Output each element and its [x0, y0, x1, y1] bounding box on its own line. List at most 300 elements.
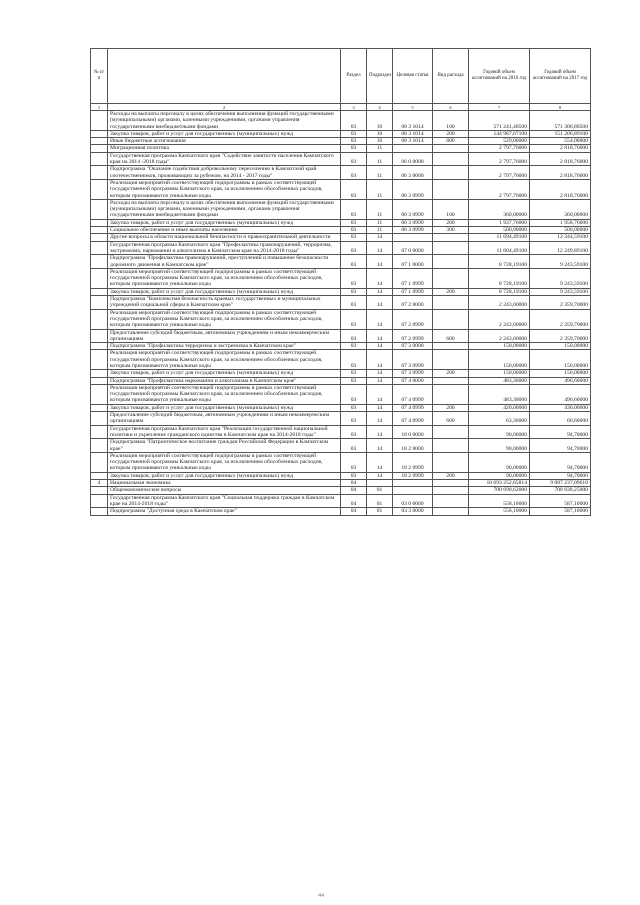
row-expense-type — [433, 255, 469, 269]
row-amount-2016: 529,00000 — [469, 138, 530, 145]
row-podrazdel: 11 — [367, 199, 393, 219]
row-name: Подпрограмма "Профилактика правонарушений, преступлений и повышение безопасности дорожного движения в Камчатском крае" — [108, 255, 341, 269]
table-row — [91, 425, 591, 439]
row-razdel: 03 — [341, 412, 367, 426]
row-name: Реализация мероприятий соответствующей подпрограммы в рамках соответствующей государственной программы Камчатского края, за исключением обособленных расходов, которым присваиваются уникальные коды — [108, 350, 341, 370]
table-row — [91, 234, 591, 241]
budget-table — [90, 48, 591, 516]
row-expense-type — [433, 234, 469, 241]
row-number: 4 — [91, 480, 108, 487]
row-amount-2016: 571 241,48500 — [469, 111, 530, 131]
row-amount-2017: 94,70000 — [530, 425, 591, 439]
page-footer-mark: 44 — [318, 893, 324, 899]
row-name: Закупка товаров, работ и услуг для государственных (муниципальных) нужд — [108, 219, 341, 226]
row-target-article: 07 4 0000 — [393, 377, 433, 384]
row-razdel: 03 — [341, 377, 367, 384]
row-podrazdel: 11 — [367, 179, 393, 199]
row-razdel: 03 — [341, 219, 367, 226]
row-amount-2016: 90,00000 — [469, 425, 530, 439]
row-expense-type — [433, 480, 469, 487]
col-cs-header: Целевая статья — [393, 49, 433, 104]
table-row — [91, 377, 591, 384]
row-podrazdel: 14 — [367, 472, 393, 479]
row-number — [91, 494, 108, 508]
row-amount-2017: 150,00000 — [530, 350, 591, 370]
row-podrazdel: 01 — [367, 494, 393, 508]
table-row — [91, 452, 591, 472]
col-razdel-header: Раздел — [341, 49, 367, 104]
row-podrazdel: 14 — [367, 412, 393, 426]
row-amount-2017: 2 818,76000 — [530, 166, 591, 180]
row-name: Государственная программа Камчатского края "Социальная поддержка граждан в Камчатском крае на 2014-2018 годы" — [108, 494, 341, 508]
row-razdel: 03 — [341, 439, 367, 453]
row-target-article: 08 3 1014 — [393, 138, 433, 145]
table-header — [91, 49, 591, 111]
row-name: Закупка товаров, работ и услуг для государственных (муниципальных) нужд — [108, 404, 341, 411]
row-number — [91, 487, 108, 494]
row-expense-type: 800 — [433, 138, 469, 145]
row-target-article: 18 2 0999 — [393, 472, 433, 479]
row-amount-2017: 94,70000 — [530, 439, 591, 453]
row-podrazdel: 01 — [367, 487, 393, 494]
row-expense-type — [433, 384, 469, 404]
table-row — [91, 179, 591, 199]
row-number — [91, 329, 108, 343]
row-name: Реализация мероприятий соответствующей подпрограммы в рамках соответствующей государственной программы Камчатского края, за исключением обособленных расходов, которым присваиваются уникальные коды — [108, 452, 341, 472]
row-amount-2017: 500,00000 — [530, 227, 591, 234]
row-number — [91, 199, 108, 219]
row-name: Закупка товаров, работ и услуг для государственных (муниципальных) нужд — [108, 288, 341, 295]
row-podrazdel: 11 — [367, 227, 393, 234]
row-name: Расходы на выплаты персоналу в целях обеспечения выполнения функций государственными (муниципальными) органами, казенными учреждениями, органами управления государственными внебюджетными фондами — [108, 111, 341, 131]
row-amount-2016: 700 690,62000 — [469, 487, 530, 494]
row-expense-type — [433, 487, 469, 494]
row-amount-2017: 587,10000 — [530, 494, 591, 508]
row-target-article: 07 3 0999 — [393, 350, 433, 370]
table-row — [91, 508, 591, 515]
row-target-article: 06 3 0000 — [393, 166, 433, 180]
row-amount-2016: 150,00000 — [469, 350, 530, 370]
row-amount-2016: 558,10000 — [469, 494, 530, 508]
row-expense-type: 600 — [433, 412, 469, 426]
row-target-article — [393, 234, 433, 241]
row-amount-2017: 2 359,70000 — [530, 296, 591, 310]
row-amount-2016: 90,00000 — [469, 452, 530, 472]
col-2016-header: Годовой объем ассигнований на 2016 год — [469, 49, 530, 104]
row-amount-2017: 9 243,59100 — [530, 255, 591, 269]
row-expense-type: 100 — [433, 111, 469, 131]
table-row — [91, 296, 591, 310]
row-podrazdel: 14 — [367, 329, 393, 343]
row-amount-2017: 2 359,70000 — [530, 329, 591, 343]
row-target-article: 18 2 0999 — [393, 452, 433, 472]
row-expense-type — [433, 425, 469, 439]
row-expense-type: 200 — [433, 219, 469, 226]
row-amount-2017: 496,60000 — [530, 377, 591, 384]
row-expense-type — [433, 241, 469, 255]
column-index-row — [91, 104, 591, 111]
table-row — [91, 219, 591, 226]
row-target-article: 07 2 0999 — [393, 309, 433, 329]
table-row — [91, 404, 591, 411]
table-row — [91, 227, 591, 234]
row-number — [91, 227, 108, 234]
row-name: Закупка товаров, работ и услуг для государственных (муниципальных) нужд — [108, 472, 341, 479]
row-name: Реализация мероприятий соответствующей подпрограммы в рамках соответствующей государственной программы Камчатского края, за исключением обособленных расходов, которым присваиваются уникальные коды — [108, 179, 341, 199]
row-expense-type: 200 — [433, 130, 469, 137]
row-target-article: 18 0 0000 — [393, 425, 433, 439]
row-target-article — [393, 487, 433, 494]
row-name: Подпрограмма "Профилактика наркомании и алкоголизма в Камчатском крае" — [108, 377, 341, 384]
row-podrazdel: 14 — [367, 234, 393, 241]
table-row — [91, 288, 591, 295]
row-number — [91, 439, 108, 453]
row-target-article: 07 3 0000 — [393, 343, 433, 350]
table-row — [91, 145, 591, 152]
row-amount-2016: 90,00000 — [469, 439, 530, 453]
row-number — [91, 343, 108, 350]
table-row — [91, 487, 591, 494]
row-amount-2016: 483,30000 — [469, 377, 530, 384]
row-target-article: 03 0 0000 — [393, 494, 433, 508]
row-number — [91, 145, 108, 152]
row-amount-2016: 150,00000 — [469, 343, 530, 350]
column-index-cell: 8 — [530, 104, 591, 111]
row-amount-2016: 150,00000 — [469, 370, 530, 377]
row-podrazdel: 10 — [367, 111, 393, 131]
row-number — [91, 138, 108, 145]
row-razdel: 03 — [341, 152, 367, 166]
row-target-article: 06 0 0000 — [393, 152, 433, 166]
row-amount-2017: 708 838,25000 — [530, 487, 591, 494]
row-amount-2017: 430,00000 — [530, 404, 591, 411]
row-target-article: 06 3 0999 — [393, 199, 433, 219]
row-podrazdel: 11 — [367, 166, 393, 180]
table-row — [91, 412, 591, 426]
row-expense-type — [433, 166, 469, 180]
row-amount-2016: 10 693 252,65814 — [469, 480, 530, 487]
row-number — [91, 384, 108, 404]
row-razdel: 03 — [341, 384, 367, 404]
row-podrazdel: 01 — [367, 508, 393, 515]
row-number — [91, 152, 108, 166]
row-amount-2016: 2 243,00000 — [469, 329, 530, 343]
row-target-article: 06 3 0999 — [393, 179, 433, 199]
row-amount-2016: 558,10000 — [469, 508, 530, 515]
row-podrazdel: 14 — [367, 255, 393, 269]
row-amount-2017: 12 344,59100 — [530, 234, 591, 241]
row-expense-type: 200 — [433, 472, 469, 479]
row-number — [91, 452, 108, 472]
row-podrazdel: 14 — [367, 296, 393, 310]
row-amount-2017: 2 818,76000 — [530, 152, 591, 166]
table-row — [91, 268, 591, 288]
row-name: Реализация мероприятий соответствующей подпрограммы в рамках соответствующей государственной программы Камчатского края, за исключением обособленных расходов, которым присваиваются уникальные коды — [108, 309, 341, 329]
row-podrazdel: 14 — [367, 309, 393, 329]
row-number — [91, 377, 108, 384]
row-podrazdel: 14 — [367, 384, 393, 404]
table-row — [91, 329, 591, 343]
row-razdel: 03 — [341, 111, 367, 131]
row-name: Подпрограмма "Комплексная безопасность краевых государственных и муниципальных учреждений социальной сферы в Камчатском крае" — [108, 296, 341, 310]
row-number — [91, 179, 108, 199]
row-target-article: 07 1 0999 — [393, 268, 433, 288]
row-amount-2016: 2 797,76000 — [469, 166, 530, 180]
row-name: Социальное обеспечение и иные выплаты населению — [108, 227, 341, 234]
row-razdel: 04 — [341, 480, 367, 487]
row-amount-2016: 8 728,19100 — [469, 268, 530, 288]
row-target-article — [393, 145, 433, 152]
row-number — [91, 370, 108, 377]
row-razdel: 03 — [341, 199, 367, 219]
row-amount-2017: 9 243,59100 — [530, 268, 591, 288]
column-index-cell: 4 — [367, 104, 393, 111]
column-index-cell: 3 — [341, 104, 367, 111]
table-row — [91, 130, 591, 137]
row-amount-2017: 151 206,89100 — [530, 130, 591, 137]
row-razdel: 03 — [341, 309, 367, 329]
row-amount-2016: 11 694,49100 — [469, 234, 530, 241]
table-row — [91, 111, 591, 131]
row-target-article: 07 1 0000 — [393, 255, 433, 269]
row-name: Миграционная политика — [108, 145, 341, 152]
row-razdel: 03 — [341, 425, 367, 439]
row-amount-2017: 150,00000 — [530, 370, 591, 377]
row-expense-type: 100 — [433, 199, 469, 219]
row-podrazdel: 14 — [367, 350, 393, 370]
row-target-article: 07 4 0999 — [393, 384, 433, 404]
row-target-article: 07 1 0999 — [393, 288, 433, 295]
row-amount-2016: 2 797,76000 — [469, 179, 530, 199]
row-amount-2017: 571 306,88500 — [530, 111, 591, 131]
row-razdel: 03 — [341, 268, 367, 288]
row-amount-2016: 144 987,67100 — [469, 130, 530, 137]
row-amount-2017: 554,00000 — [530, 138, 591, 145]
row-amount-2016: 2 797,76000 — [469, 152, 530, 166]
row-razdel: 03 — [341, 350, 367, 370]
row-expense-type — [433, 179, 469, 199]
row-number — [91, 350, 108, 370]
row-podrazdel: 11 — [367, 145, 393, 152]
row-amount-2017: 587,10000 — [530, 508, 591, 515]
row-expense-type — [433, 309, 469, 329]
row-name: Закупка товаров, работ и услуг для государственных (муниципальных) нужд — [108, 130, 341, 137]
row-razdel: 03 — [341, 472, 367, 479]
row-podrazdel: 14 — [367, 425, 393, 439]
row-amount-2017: 2 818,76000 — [530, 179, 591, 199]
row-amount-2017: 9 243,59100 — [530, 288, 591, 295]
row-amount-2017: 1 958,76000 — [530, 219, 591, 226]
row-number — [91, 130, 108, 137]
column-index-cell: 2 — [108, 104, 341, 111]
row-amount-2016: 90,00000 — [469, 472, 530, 479]
row-podrazdel — [367, 480, 393, 487]
row-podrazdel: 11 — [367, 152, 393, 166]
row-number — [91, 296, 108, 310]
row-name: Расходы на выплаты персоналу в целях обеспечения выполнения функций государственными (муниципальными) органами, казенными учреждениями, органами управления государственными внебюджетными фондами — [108, 199, 341, 219]
row-name: Закупка товаров, работ и услуг для государственных (муниципальных) нужд — [108, 370, 341, 377]
row-razdel: 03 — [341, 227, 367, 234]
table-row — [91, 309, 591, 329]
row-target-article: 07 0 0000 — [393, 241, 433, 255]
row-razdel: 03 — [341, 130, 367, 137]
row-number — [91, 255, 108, 269]
row-amount-2016: 1 937,76000 — [469, 219, 530, 226]
row-number — [91, 166, 108, 180]
row-number — [91, 111, 108, 131]
row-expense-type: 200 — [433, 288, 469, 295]
row-expense-type — [433, 377, 469, 384]
col-num-header: № п/п — [91, 49, 108, 104]
column-index-cell: 6 — [433, 104, 469, 111]
col-podrazdel-header: Подраздел — [367, 49, 393, 104]
table-row — [91, 439, 591, 453]
row-expense-type — [433, 439, 469, 453]
table-row — [91, 138, 591, 145]
row-amount-2017: 66,60000 — [530, 412, 591, 426]
table-row — [91, 370, 591, 377]
column-index-cell: 5 — [393, 104, 433, 111]
row-podrazdel: 14 — [367, 343, 393, 350]
row-expense-type: 600 — [433, 329, 469, 343]
row-name: Подпрограмма "Доступная среда в Камчатском крае" — [108, 508, 341, 515]
row-podrazdel: 14 — [367, 241, 393, 255]
row-razdel: 03 — [341, 179, 367, 199]
row-razdel: 03 — [341, 329, 367, 343]
row-razdel: 03 — [341, 241, 367, 255]
row-podrazdel: 14 — [367, 404, 393, 411]
row-razdel: 04 — [341, 487, 367, 494]
row-amount-2016: 63,30000 — [469, 412, 530, 426]
row-name: Предоставление субсидий бюджетным, автономным учреждениям и иным некоммерческим организациям — [108, 329, 341, 343]
table-body — [91, 111, 591, 516]
col-vr-header: Вид расхода — [433, 49, 469, 104]
table-row — [91, 241, 591, 255]
col-2017-header: Годовой объем ассигнований на 2017 год — [530, 49, 591, 104]
table-row — [91, 350, 591, 370]
row-target-article: 06 3 0999 — [393, 227, 433, 234]
row-razdel: 03 — [341, 234, 367, 241]
row-name: Реализация мероприятий соответствующей подпрограммы в рамках соответствующей государственной программы Камчатского края, за исключением обособленных расходов, которым присваиваются уникальные коды — [108, 384, 341, 404]
row-amount-2017: 150,00000 — [530, 343, 591, 350]
row-razdel: 03 — [341, 166, 367, 180]
row-name: Подпрограмма "Профилактика терроризма и экстремизма в Камчатском крае" — [108, 343, 341, 350]
row-target-article: 18 2 0000 — [393, 439, 433, 453]
row-amount-2017: 94,70000 — [530, 472, 591, 479]
row-name: Национальная экономика — [108, 480, 341, 487]
row-podrazdel: 14 — [367, 370, 393, 377]
table-row — [91, 152, 591, 166]
row-target-article — [393, 480, 433, 487]
row-number — [91, 404, 108, 411]
table-row — [91, 255, 591, 269]
table-row — [91, 472, 591, 479]
row-amount-2017: 2 818,76000 — [530, 145, 591, 152]
row-number — [91, 268, 108, 288]
row-amount-2016: 500,00000 — [469, 227, 530, 234]
row-expense-type — [433, 268, 469, 288]
column-index-cell: 1 — [91, 104, 108, 111]
table-row — [91, 166, 591, 180]
row-target-article: 07 4 0999 — [393, 412, 433, 426]
col-name-header — [108, 49, 341, 104]
row-razdel: 03 — [341, 404, 367, 411]
row-number — [91, 234, 108, 241]
row-amount-2016: 8 728,19100 — [469, 255, 530, 269]
row-amount-2017: 9 087 237,09610 — [530, 480, 591, 487]
row-target-article: 03 3 0000 — [393, 508, 433, 515]
row-expense-type: 200 — [433, 404, 469, 411]
row-number — [91, 241, 108, 255]
row-number — [91, 425, 108, 439]
row-razdel: 03 — [341, 343, 367, 350]
row-podrazdel: 14 — [367, 377, 393, 384]
row-razdel: 03 — [341, 452, 367, 472]
column-index-cell: 7 — [469, 104, 530, 111]
table-row — [91, 384, 591, 404]
row-amount-2017: 94,70000 — [530, 452, 591, 472]
table-row — [91, 494, 591, 508]
row-name: Другие вопросы в области национальной безопасности и правоохранительной деятельности — [108, 234, 341, 241]
row-amount-2016: 2 243,00000 — [469, 309, 530, 329]
row-razdel: 04 — [341, 494, 367, 508]
row-amount-2016: 2 243,00000 — [469, 296, 530, 310]
row-amount-2016: 483,30000 — [469, 384, 530, 404]
row-razdel: 03 — [341, 138, 367, 145]
row-target-article: 08 3 1014 — [393, 130, 433, 137]
row-razdel: 03 — [341, 370, 367, 377]
row-podrazdel: 14 — [367, 439, 393, 453]
row-number — [91, 472, 108, 479]
row-number — [91, 508, 108, 515]
row-expense-type — [433, 343, 469, 350]
row-podrazdel: 14 — [367, 288, 393, 295]
row-number — [91, 288, 108, 295]
row-expense-type — [433, 494, 469, 508]
row-expense-type — [433, 508, 469, 515]
row-razdel: 03 — [341, 255, 367, 269]
row-amount-2016: 420,00000 — [469, 404, 530, 411]
row-name: Государственная программа Камчатского края "Профилактика правонарушений, терроризма, экстремизма, наркомании и алкоголизма в Камчатском крае на 2014-2018 годы" — [108, 241, 341, 255]
row-amount-2016: 360,00000 — [469, 199, 530, 219]
row-expense-type — [433, 145, 469, 152]
row-expense-type: 200 — [433, 370, 469, 377]
row-amount-2016: 2 797,76000 — [469, 145, 530, 152]
row-amount-2016: 8 728,19100 — [469, 288, 530, 295]
row-name: Реализация мероприятий соответствующей подпрограммы в рамках соответствующей государственной программы Камчатского края, за исключением обособленных расходов, которым присваиваются уникальные коды — [108, 268, 341, 288]
row-target-article: 07 2 0999 — [393, 329, 433, 343]
row-amount-2017: 2 359,70000 — [530, 309, 591, 329]
row-number — [91, 412, 108, 426]
row-number — [91, 219, 108, 226]
row-name: Общеэкономические вопросы — [108, 487, 341, 494]
row-target-article: 07 2 0000 — [393, 296, 433, 310]
row-name: Подпрограмма "Патриотическое воспитание граждан Российской Федерации в Камчатском крае" — [108, 439, 341, 453]
row-amount-2016: 11 604,49100 — [469, 241, 530, 255]
row-target-article: 08 3 1014 — [393, 111, 433, 131]
row-amount-2017: 12 249,89100 — [530, 241, 591, 255]
row-podrazdel: 14 — [367, 268, 393, 288]
table-row — [91, 343, 591, 350]
row-expense-type: 300 — [433, 227, 469, 234]
row-target-article: 06 3 0999 — [393, 219, 433, 226]
row-podrazdel: 10 — [367, 130, 393, 137]
row-target-article: 07 3 0999 — [393, 370, 433, 377]
row-razdel: 03 — [341, 288, 367, 295]
table-row — [91, 480, 591, 487]
row-podrazdel: 14 — [367, 452, 393, 472]
row-name: Подпрограмма "Оказание содействия добровольному переселению в Камчатский край соотечественников, проживающих за рубежом, на 2014 - 2017 годы" — [108, 166, 341, 180]
